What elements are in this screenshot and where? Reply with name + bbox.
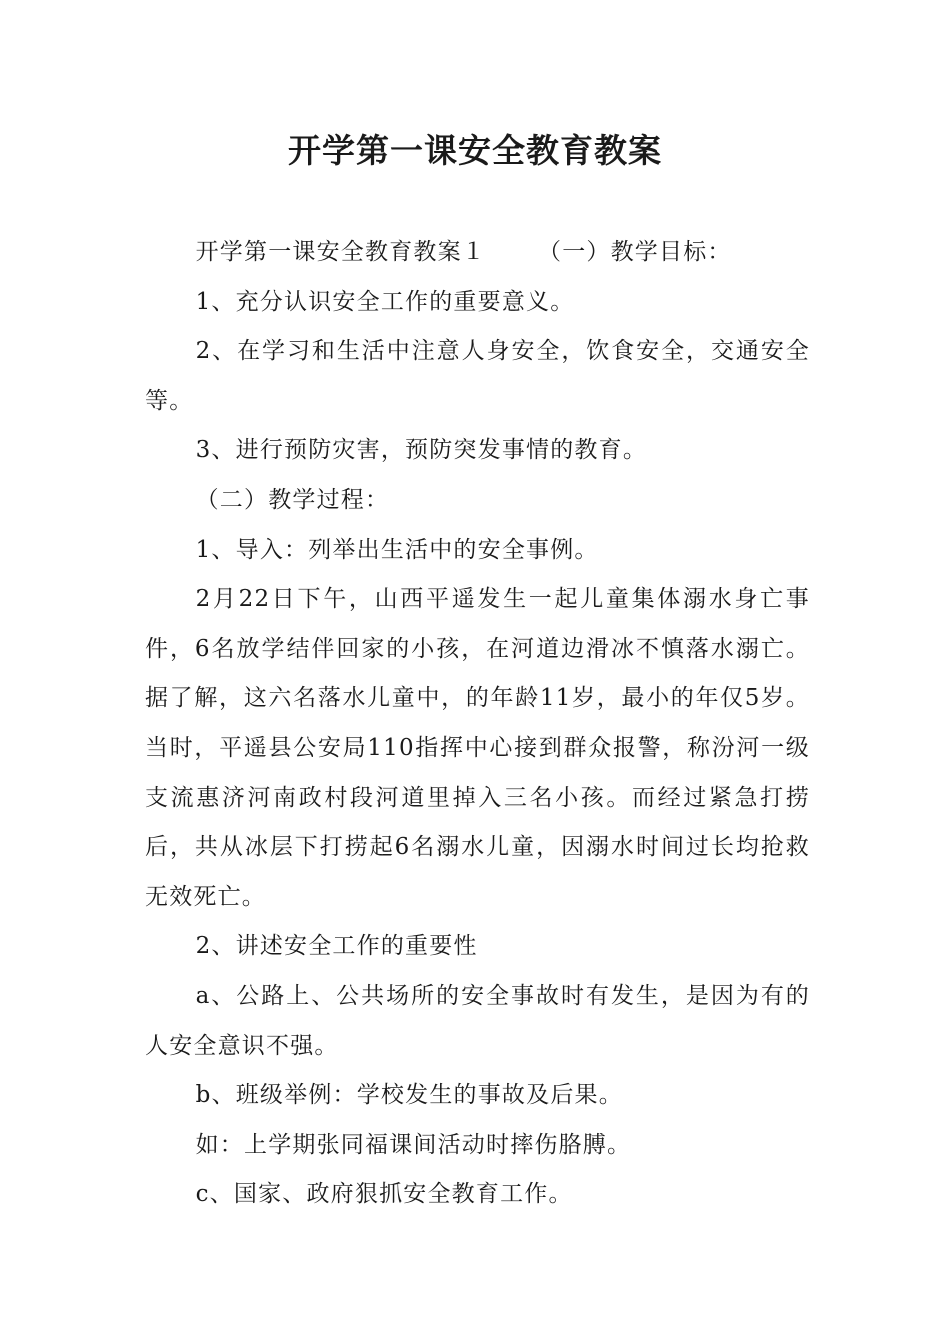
paragraph-goal-2: 2、在学习和生活中注意人身安全，饮食安全，交通安全等。 [145,338,810,414]
paragraph-case: 2月22日下午，山西平遥发生一起儿童集体溺水身亡事件，6名放学结伴回家的小孩，在河道边滑冰不慎落水溺亡。据了解，这六名落水儿童中，的年龄11岁，最小的年仅5岁。当时，平遥县公安局110指挥中心接到群众报警，称汾河一级支流惠济河南政村段河道里掉入三名小孩。而经过紧急打捞后，共从冰层下打捞起6名溺水儿童，因溺水时间过长均抢救无效死亡。 [145,586,810,910]
page-title: 开学第一课安全教育教案 [288,131,662,170]
paragraph-point-a: a、公路上、公共场所的安全事故时有发生，是因为有的人安全意识不强。 [145,982,810,1059]
paragraph-goal-3: 3、进行预防灾害，预防突发事情的教育。 [195,437,648,464]
paragraph-example: 如：上学期张同福课间活动时摔伤胳膊。 [195,1131,632,1158]
intro-paragraph [145,228,810,278]
intro-section: （一）教学目标： [538,239,732,265]
paragraph-point-c: c、国家、政府狠抓安全教育工作。 [195,1181,573,1208]
paragraph-step-1: 1、导入：列举出生活中的安全事例。 [195,536,599,563]
intro-heading: 开学第一课安全教育教案１ [195,239,486,265]
section-heading-process: （二）教学过程： [195,486,390,513]
paragraph-goal-1: 1、充分认识安全工作的重要意义。 [195,288,575,315]
paragraph-point-b: b、班级举例：学校发生的事故及后果。 [195,1082,623,1109]
paragraph-step-2: 2、讲述安全工作的重要性 [195,933,478,960]
document-body [145,228,810,1220]
